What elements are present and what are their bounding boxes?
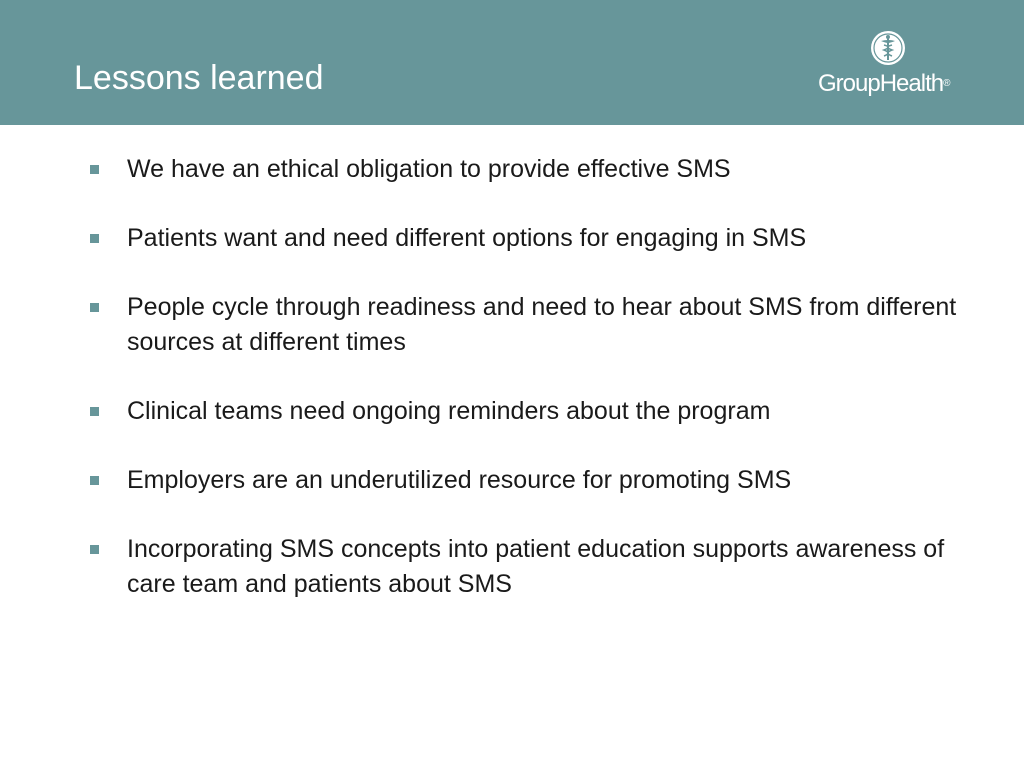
bullet-text: People cycle through readiness and need to hear about SMS from different sources at different times bbox=[127, 293, 957, 356]
grouphealth-logo bbox=[812, 30, 972, 102]
square-bullet-icon bbox=[90, 407, 99, 416]
square-bullet-icon bbox=[90, 303, 99, 312]
bullet-text: Incorporating SMS concepts into patient education supports awareness of care team and patients about SMS bbox=[127, 535, 945, 598]
slide-title: Lessons learned bbox=[74, 59, 324, 97]
bullet-text: Employers are an underutilized resource for promoting SMS bbox=[127, 466, 792, 494]
square-bullet-icon bbox=[90, 165, 99, 174]
logo-wordmark bbox=[818, 70, 950, 98]
caduceus-emblem-icon bbox=[870, 30, 906, 66]
bullet-text: We have an ethical obligation to provide effective SMS bbox=[127, 155, 731, 183]
bullet-text: Patients want and need different options for engaging in SMS bbox=[127, 224, 807, 252]
bullet-item bbox=[88, 290, 968, 360]
square-bullet-icon bbox=[90, 545, 99, 554]
bullet-item bbox=[88, 532, 968, 602]
bullet-text: Clinical teams need ongoing reminders about the program bbox=[127, 397, 771, 425]
bullet-item bbox=[88, 463, 968, 498]
square-bullet-icon bbox=[90, 234, 99, 243]
header-bar bbox=[0, 0, 1024, 125]
square-bullet-icon bbox=[90, 476, 99, 485]
bullet-item bbox=[88, 152, 968, 187]
bullet-item bbox=[88, 394, 968, 429]
bullet-item bbox=[88, 221, 968, 256]
registered-mark: ® bbox=[943, 78, 951, 89]
bullet-list bbox=[88, 152, 968, 636]
logo-text: GroupHealth bbox=[818, 70, 944, 97]
